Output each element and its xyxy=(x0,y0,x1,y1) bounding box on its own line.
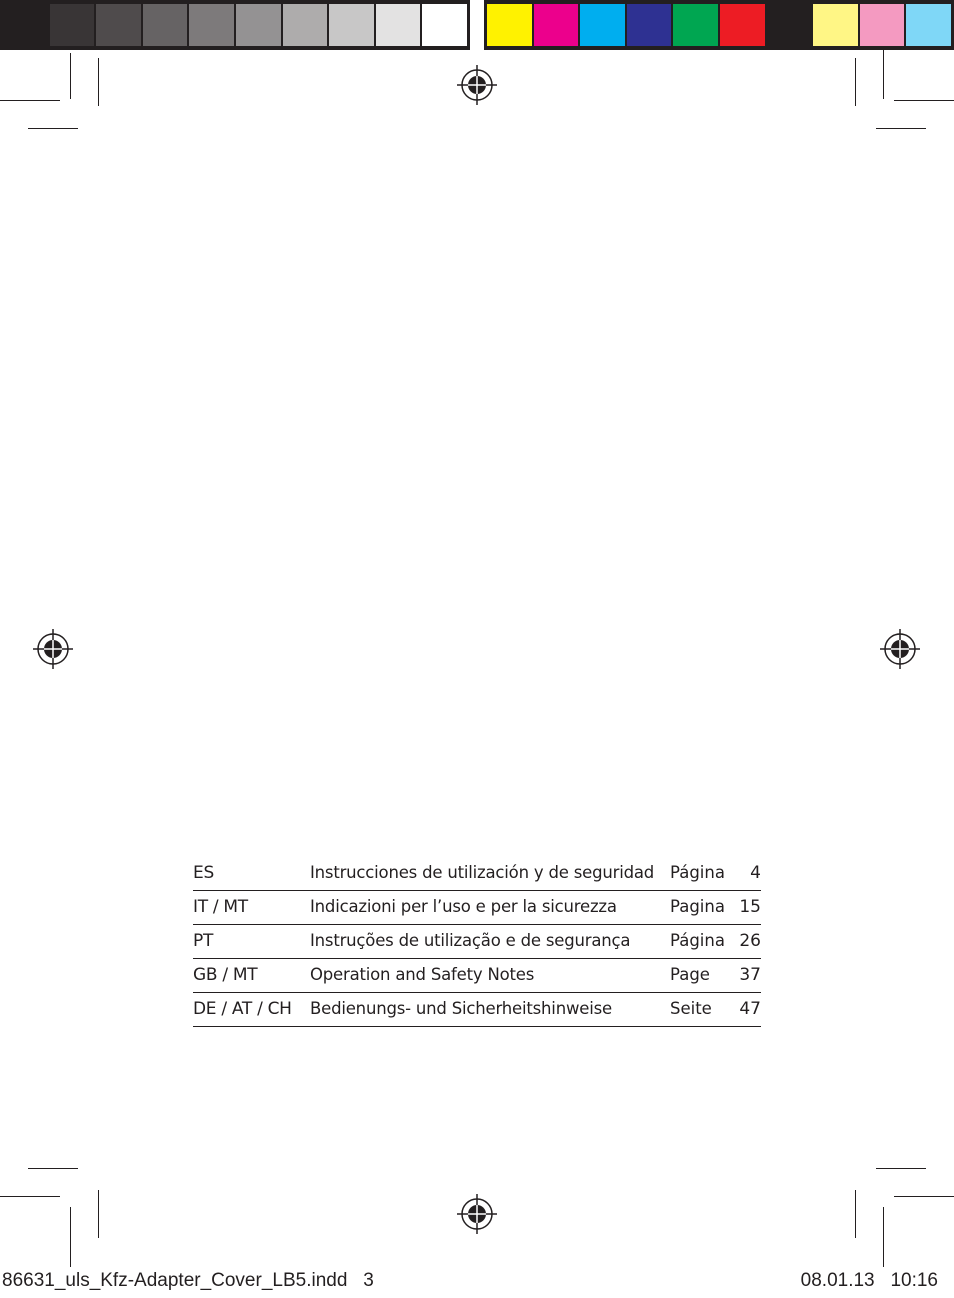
toc-page-number: 47 xyxy=(728,993,761,1027)
crop-mark xyxy=(876,128,926,129)
process-color-control-bar xyxy=(484,0,954,50)
print-file-slug: 86631_uls_Kfz-Adapter_Cover_LB5.indd 3 xyxy=(2,1270,374,1291)
color-swatch xyxy=(534,4,579,46)
crop-mark xyxy=(894,100,954,101)
gray-swatch xyxy=(422,4,467,46)
toc-row[interactable] xyxy=(193,959,761,993)
color-swatch xyxy=(580,4,625,46)
gray-swatch xyxy=(50,4,95,46)
toc-title: Indicazioni per l’uso e per la sicurezza xyxy=(310,891,670,925)
registration-mark-icon xyxy=(880,629,920,669)
crop-mark xyxy=(0,100,60,101)
toc-language: PT xyxy=(193,925,310,959)
crop-mark xyxy=(855,58,856,106)
gray-swatch xyxy=(376,4,421,46)
crop-mark xyxy=(883,1207,884,1267)
toc-title: Instruções de utilização e de segurança xyxy=(310,925,670,959)
crop-mark xyxy=(98,58,99,106)
toc-title: Bedienungs- und Sicherheitshinweise xyxy=(310,993,670,1027)
crop-mark xyxy=(70,1207,71,1267)
toc-language: GB / MT xyxy=(193,959,310,993)
gray-swatch xyxy=(3,4,48,46)
color-swatch xyxy=(487,4,532,46)
color-swatch xyxy=(627,4,672,46)
color-swatch xyxy=(767,4,812,46)
color-swatch xyxy=(906,4,951,46)
toc-page-label: Seite xyxy=(670,993,728,1027)
toc-page-number: 15 xyxy=(728,891,761,925)
crop-mark xyxy=(0,1196,60,1197)
gray-swatch xyxy=(236,4,281,46)
toc-page-label: Page xyxy=(670,959,728,993)
crop-mark xyxy=(876,1168,926,1169)
registration-mark-icon xyxy=(33,629,73,669)
color-swatch xyxy=(673,4,718,46)
toc-page-number: 4 xyxy=(750,863,761,883)
toc-page-label: Página xyxy=(670,863,725,883)
gray-swatch xyxy=(329,4,374,46)
toc-language: ES xyxy=(193,863,214,883)
color-swatch xyxy=(813,4,858,46)
toc-row[interactable] xyxy=(193,857,761,891)
toc-row[interactable] xyxy=(193,891,761,925)
gray-swatch xyxy=(283,4,328,46)
toc-language: IT / MT xyxy=(193,891,310,925)
grayscale-control-bar xyxy=(0,0,470,50)
crop-mark xyxy=(883,50,884,99)
crop-mark xyxy=(28,1168,78,1169)
crop-mark xyxy=(28,128,78,129)
registration-mark-icon xyxy=(457,1194,497,1234)
crop-mark xyxy=(98,1190,99,1238)
toc-row[interactable] xyxy=(193,993,761,1027)
toc-page-number: 37 xyxy=(728,959,761,993)
color-swatch xyxy=(860,4,905,46)
toc-language: DE / AT / CH xyxy=(193,993,310,1027)
registration-mark-icon xyxy=(457,65,497,105)
crop-mark xyxy=(894,1196,954,1197)
crop-mark xyxy=(70,53,71,99)
color-swatch xyxy=(720,4,765,46)
toc-title: Operation and Safety Notes xyxy=(310,959,670,993)
toc-page-label: Pagina xyxy=(670,891,728,925)
print-timestamp: 08.01.13 10:16 xyxy=(800,1270,938,1291)
crop-mark xyxy=(855,1190,856,1238)
gray-swatch xyxy=(143,4,188,46)
table-of-contents xyxy=(193,857,761,1027)
gray-swatch xyxy=(96,4,141,46)
toc-title: Instrucciones de utilización y de seguridad xyxy=(310,863,655,883)
toc-row[interactable] xyxy=(193,925,761,959)
toc-page-number: 26 xyxy=(728,925,761,959)
toc-page-label: Página xyxy=(670,925,728,959)
gray-swatch xyxy=(189,4,234,46)
